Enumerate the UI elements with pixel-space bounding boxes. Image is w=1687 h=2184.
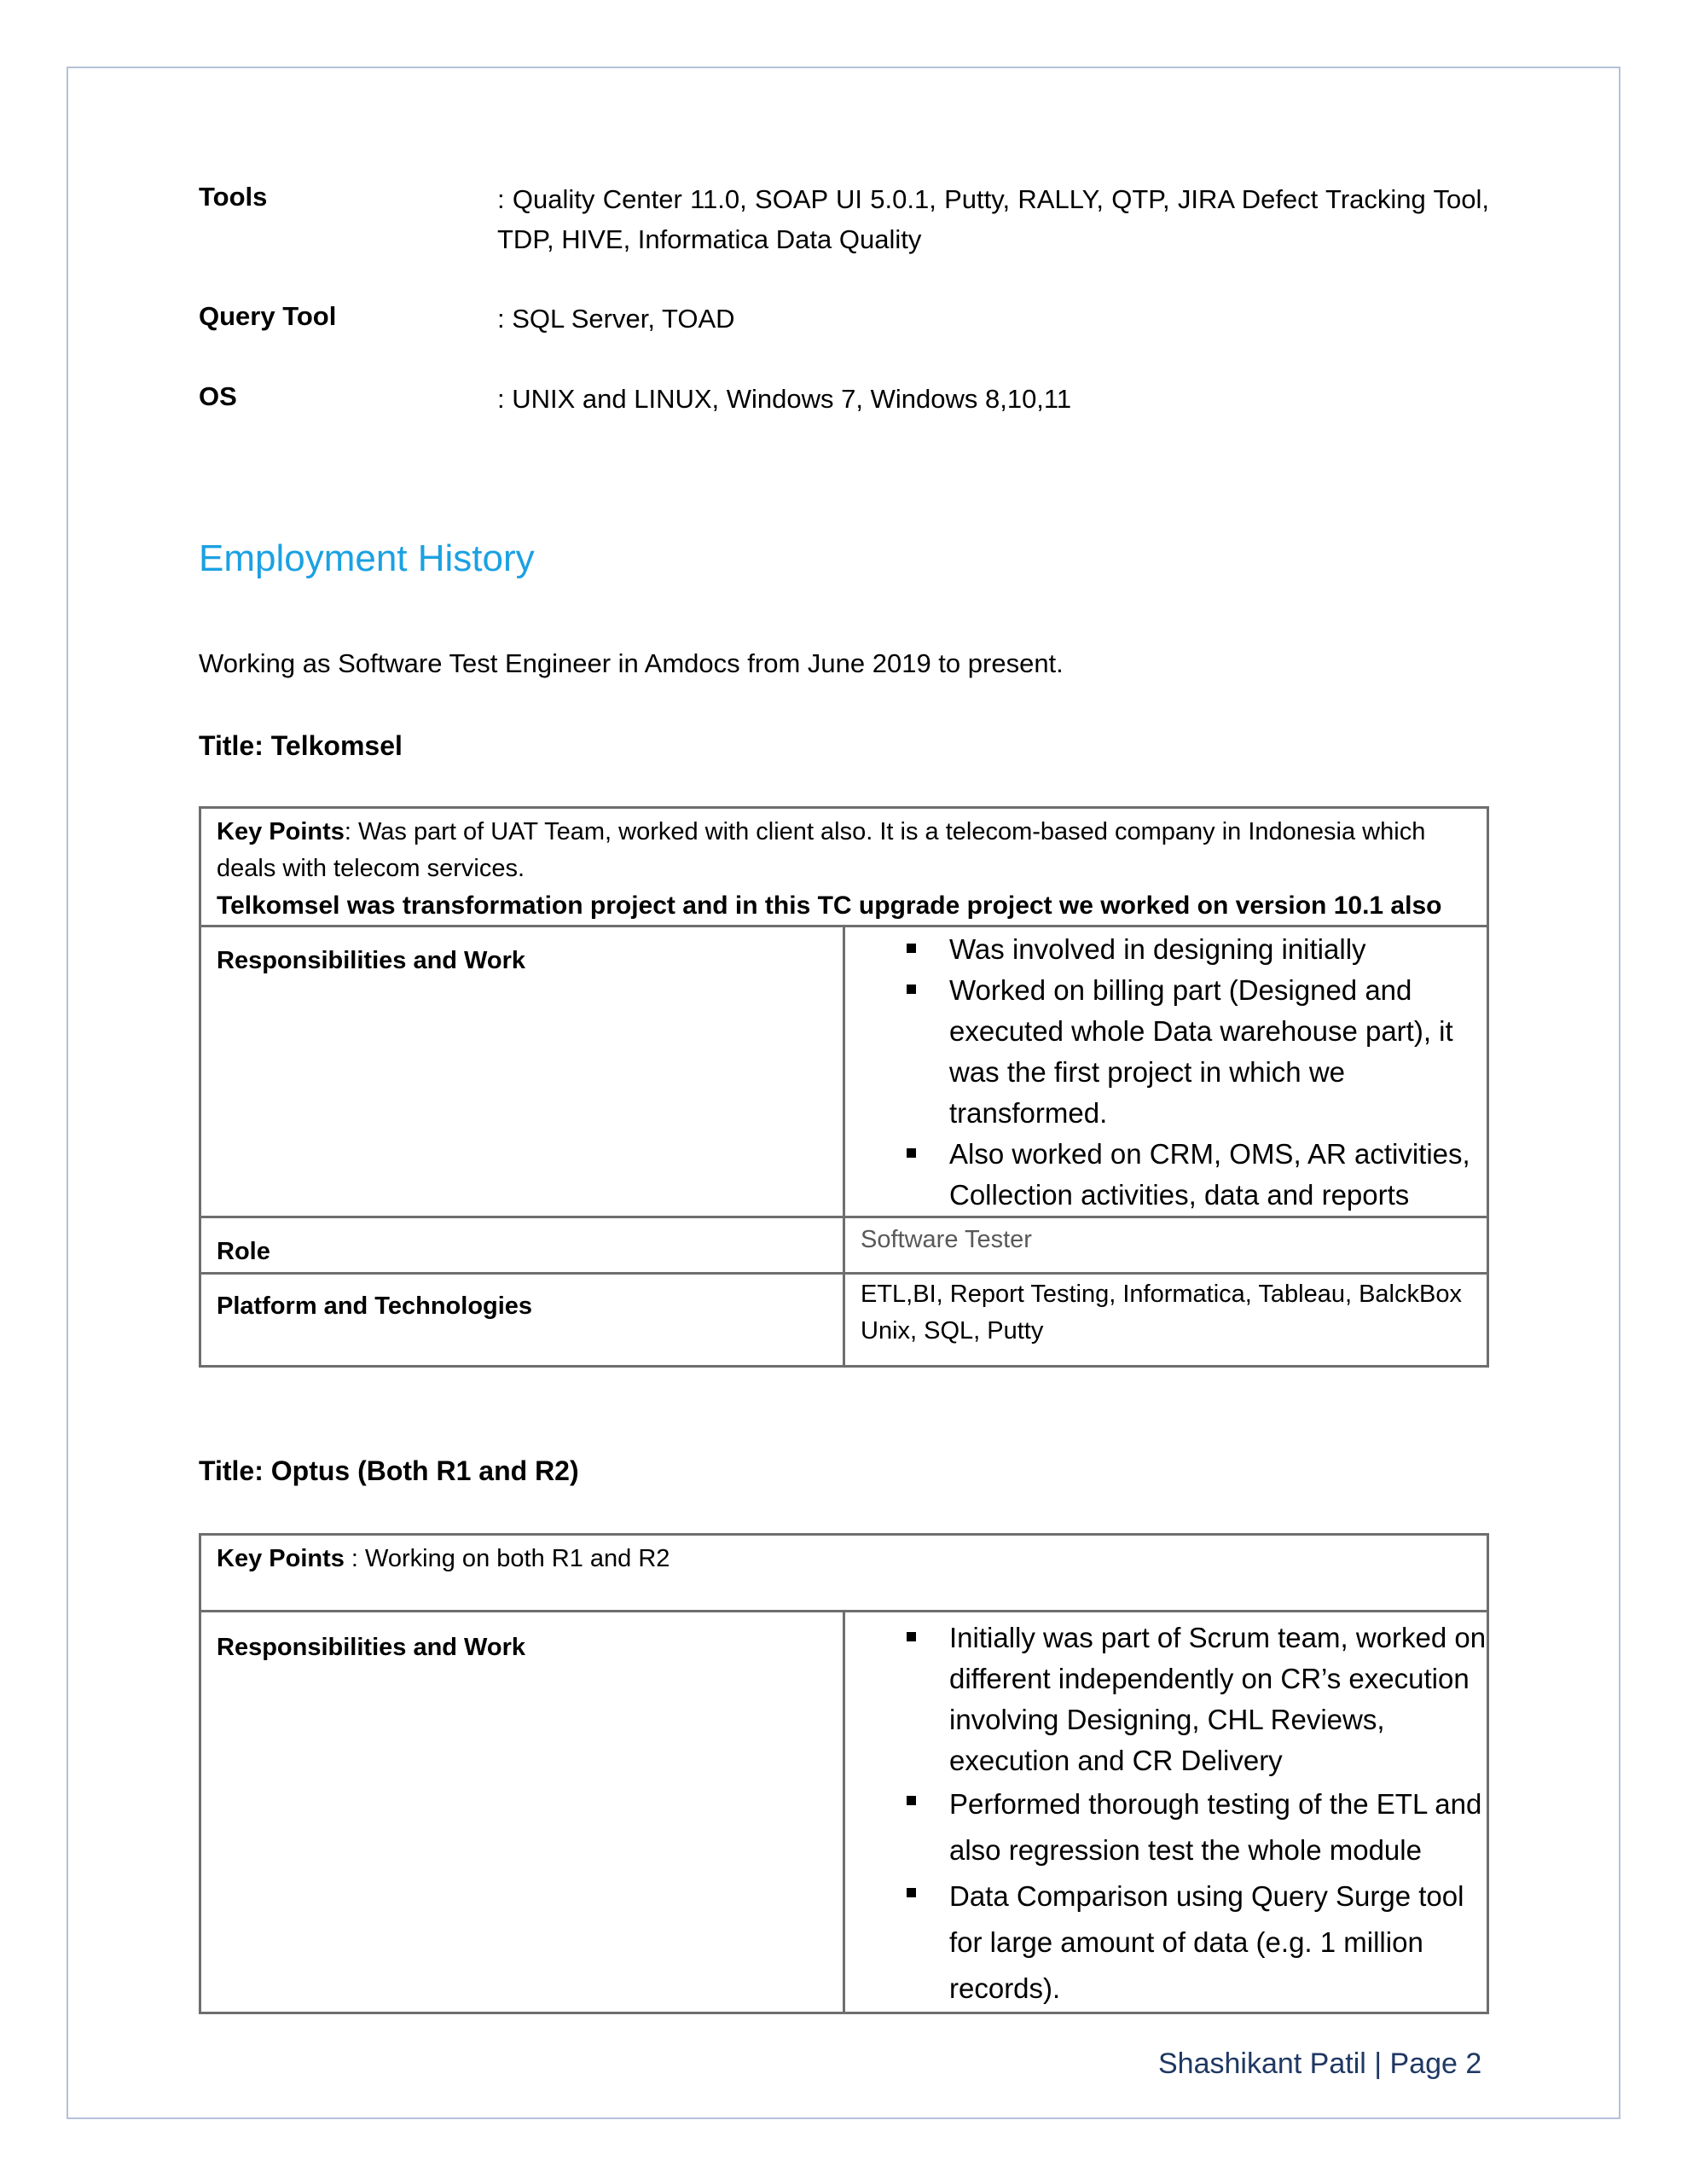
responsibilities-label: Responsibilities and Work [200, 1612, 844, 2013]
key-points-cell [200, 808, 1488, 926]
responsibilities-list [845, 927, 1487, 1216]
platform-value: ETL,BI, Report Testing, Informatica, Tableau, BalckBox Unix, SQL, Putty [844, 1274, 1488, 1367]
list-item: Data Comparison using Query Surge tool for large amount of data (e.g. 1 million records). [900, 1873, 1487, 2012]
project-title-telkomsel: Title: Telkomsel [199, 730, 403, 761]
key-points-cell [200, 1535, 1488, 1612]
responsibilities-label: Responsibilities and Work [200, 926, 844, 1217]
list-item: Also worked on CRM, OMS, AR activities, Collection activities, data and reports [900, 1134, 1487, 1216]
key-points-label: Key Points [217, 1545, 345, 1572]
page-footer: Shashikant Patil | Page 2 [1158, 2048, 1482, 2080]
skill-label-os: OS [199, 381, 237, 411]
key-points-label: Key Points [217, 818, 345, 845]
skill-label-query-tool: Query Tool [199, 301, 337, 331]
skill-label-tools: Tools [199, 182, 268, 212]
key-points-text: : Was part of UAT Team, worked with client also. It is a telecom-based company in Indonesia which deals with telecom services. [217, 818, 1426, 882]
responsibilities-list [845, 1612, 1487, 2012]
project-table-telkomsel [199, 806, 1489, 1368]
section-title-employment-history: Employment History [199, 537, 535, 579]
skill-value-os: : UNIX and LINUX, Windows 7, Windows 8,10,11 [497, 384, 1072, 414]
employment-intro: Working as Software Test Engineer in Amdocs from June 2019 to present. [199, 648, 1064, 678]
key-points-text: : Working on both R1 and R2 [344, 1545, 670, 1572]
list-item: Worked on billing part (Designed and executed whole Data warehouse part), it was the first project in which we transformed. [900, 970, 1487, 1134]
project-table-optus [199, 1533, 1489, 2014]
platform-label: Platform and Technologies [200, 1274, 844, 1367]
project-title-optus: Title: Optus (Both R1 and R2) [199, 1455, 579, 1486]
skill-value-query-tool: : SQL Server, TOAD [497, 304, 735, 334]
role-value: Software Tester [844, 1217, 1488, 1274]
list-item: Performed thorough testing of the ETL and also regression test the whole module [900, 1781, 1487, 1873]
responsibilities-cell [844, 926, 1488, 1217]
responsibilities-cell [844, 1612, 1488, 2013]
role-label: Role [200, 1217, 844, 1274]
list-item: Initially was part of Scrum team, worked on different independently on CR’s execution involving Designing, CHL Reviews, execution and CR Delivery [900, 1618, 1487, 1781]
key-points-bold: Telkomsel was transformation project and in this TC upgrade project we worked on version 10.1 also [217, 892, 1442, 920]
list-item: Was involved in designing initially [900, 929, 1487, 970]
skill-value-tools: : Quality Center 11.0, SOAP UI 5.0.1, Putty, RALLY, QTP, JIRA Defect Tracking Tool, TDP, HIVE, Informatica Data Quality [497, 184, 1489, 254]
